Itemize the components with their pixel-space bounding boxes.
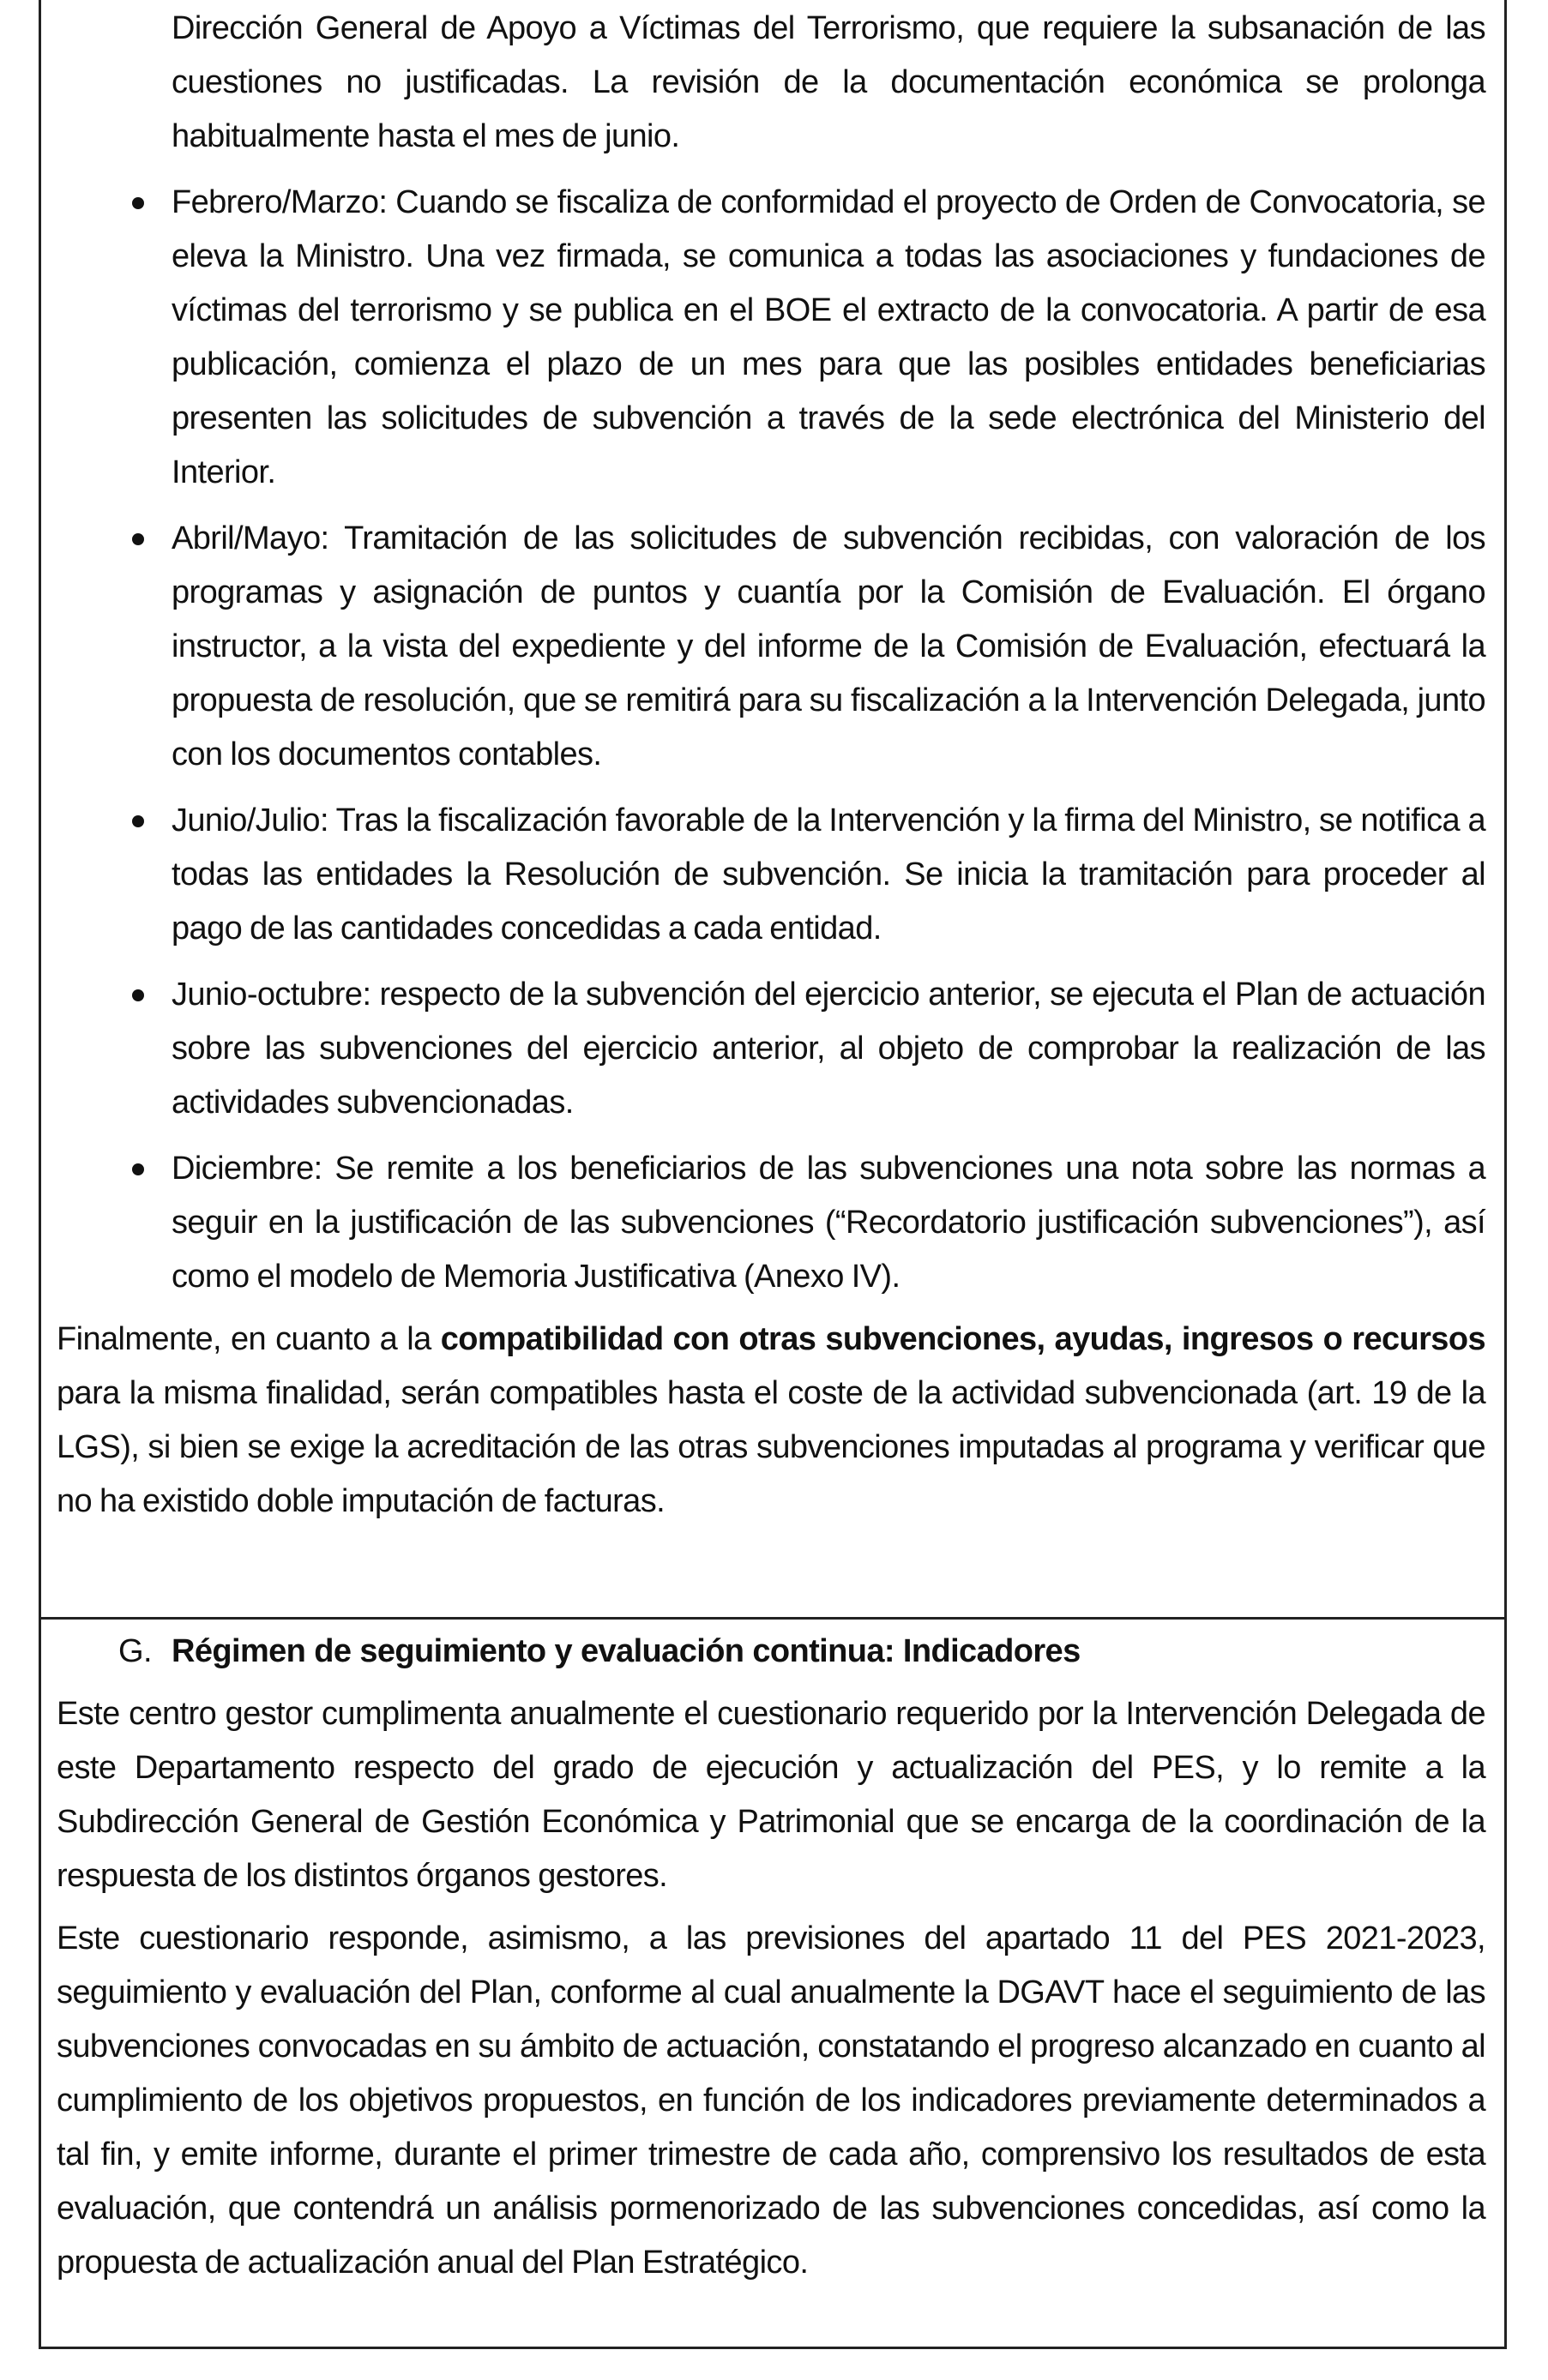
bullet-text: Diciembre: Se remite a los beneficiarios de las subvenciones una nota sobre las normas a seguir en la justificación de las subvenciones (“Recordatorio justificación subvenciones”), así como el modelo de Memoria Justificativa (Anexo IV).: [172, 1151, 1485, 1295]
timeline-list: [57, 176, 1485, 1304]
bullet-text: Junio/Julio: Tras la fiscalización favorable de la Intervención y la firma del Ministro, se notifica a todas las entidades la Resolución de subvención. Se inicia la tramitación para proceder al pago de las cantidades concedidas a cada entidad.: [172, 802, 1485, 947]
bullet-icon: [132, 533, 144, 545]
document-page: [39, 0, 1507, 2349]
compatibility-paragraph: [57, 1313, 1485, 1529]
list-item: [57, 512, 1485, 782]
compatibility-rest: para la misma finalidad, serán compatibles hasta el coste de la actividad subvencionada (art. 19 de la LGS), si bien se exige la acreditación de las otras subvenciones imputadas al programa y verificar que no ha existido doble imputación de facturas.: [57, 1375, 1485, 1519]
bullet-icon: [132, 1163, 144, 1175]
table-cell-procedure: [41, 2, 1504, 1620]
table-cell-section-g: [41, 1625, 1504, 2290]
continuation-paragraph: Dirección General de Apoyo a Víctimas del Terrorismo, que requiere la subsanación de las cuestiones no justificadas. La revisión de la documentación económica se prolonga habitualmente hasta el mes de junio.: [172, 10, 1485, 154]
section-letter: G.: [118, 1633, 152, 1669]
compatibility-bold: compatibilidad con otras subvenciones, ayudas, ingresos o recursos: [440, 1321, 1485, 1357]
bullet-text: Junio-octubre: respecto de la subvención del ejercicio anterior, se ejecuta el Plan de actuación sobre las subvenciones del ejercicio anterior, al objeto de comprobar la realización de las actividades subvencionadas.: [172, 977, 1485, 1121]
bullet-icon: [132, 197, 144, 209]
bullet-text: Abril/Mayo: Tramitación de las solicitudes de subvención recibidas, con valoración de los programas y asignación de puntos y cuantía por la Comisión de Evaluación. El órgano instructor, a la vista del expediente y del informe de la Comisión de Evaluación, efectuará la propuesta de resolución, que se remitirá para su fiscalización a la Intervención Delegada, junto con los documentos contables.: [172, 520, 1485, 772]
list-item: [57, 1142, 1485, 1304]
section-paragraph: Este cuestionario responde, asimismo, a las previsiones del apartado 11 del PES 2021-2023, seguimiento y evaluación del Plan, conforme al cual anualmente la DGAVT hace el seguimiento de las subvenciones convocadas en su ámbito de actuación, constatando el progreso alcanzado en cuanto al cumplimiento de los objetivos propuestos, en función de los indicadores previamente determinados a tal fin, y emite informe, durante el primer trimestre de cada año, comprensivo los resultados de esta evaluación, que contendrá un análisis pormenorizado de las subvenciones concedidas, así como la propuesta de actualización anual del Plan Estratégico.: [57, 1920, 1485, 2281]
bullet-icon: [132, 989, 144, 1001]
section-title: Régimen de seguimiento y evaluación continua: Indicadores: [172, 1633, 1081, 1669]
list-item: [57, 176, 1485, 500]
compatibility-lead: Finalmente, en cuanto a la: [57, 1321, 441, 1357]
bullet-text: Febrero/Marzo: Cuando se fiscaliza de conformidad el proyecto de Orden de Convocatoria, se eleva la Ministro. Una vez firmada, se comunica a todas las asociaciones y fundaciones de víctimas del terrorismo y se publica en el BOE el extracto de la convocatoria. A partir de esa publicación, comienza el plazo de un mes para que las posibles entidades beneficiarias presenten las solicitudes de subvención a través de la sede electrónica del Ministerio del Interior.: [172, 184, 1485, 490]
section-heading: [57, 1625, 1485, 1679]
list-item: [57, 794, 1485, 956]
section-paragraph: Este centro gestor cumplimenta anualmente el cuestionario requerido por la Intervención Delegada de este Departamento respecto del grado de ejecución y actualización del PES, y lo remite a la Subdirección General de Gestión Económica y Patrimonial que se encarga de la coordinación de la respuesta de los distintos órganos gestores.: [57, 1696, 1485, 1894]
bullet-icon: [132, 815, 144, 827]
list-item: [57, 968, 1485, 1130]
